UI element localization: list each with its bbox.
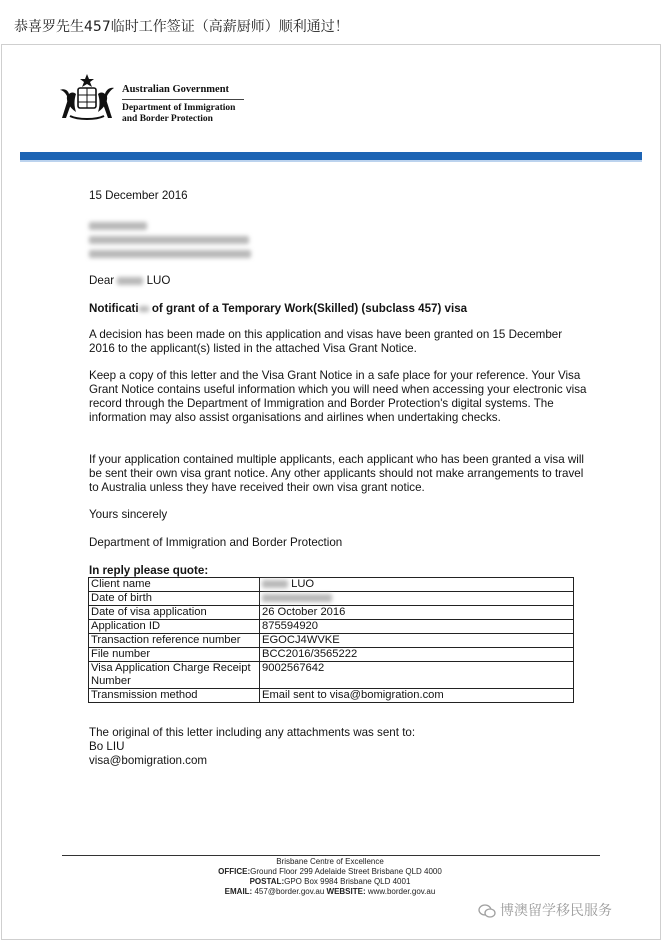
row-value (260, 578, 574, 592)
row-label: Application ID (89, 620, 260, 634)
table-row (89, 648, 574, 662)
table-row (89, 592, 574, 606)
redacted-address-line-2 (89, 233, 249, 247)
client-surname: LUO (291, 578, 315, 590)
table-row (89, 634, 574, 648)
wechat-icon (478, 904, 496, 918)
watermark-text: 博澳留学移民服务 (500, 903, 612, 919)
salutation-prefix: Dear (89, 274, 115, 287)
office-address: Ground Floor 299 Adelaide Street Brisbane QLD 4000 (250, 867, 442, 876)
table-row (89, 689, 574, 703)
letter-subject (89, 302, 467, 316)
watermark (478, 900, 612, 920)
table-row (89, 606, 574, 620)
subject-part-1: Notificati (89, 302, 139, 315)
table-row (89, 662, 574, 689)
row-label: Date of birth (89, 592, 260, 606)
row-value (260, 592, 574, 606)
department-line-1: Department of Immigration (122, 103, 236, 113)
footer-office (130, 867, 530, 877)
row-value: BCC2016/3565222 (260, 648, 574, 662)
header-blue-bar-shadow (20, 160, 642, 162)
office-label: OFFICE: (218, 867, 251, 876)
signature: Department of Immigration and Border Protection (89, 536, 343, 549)
footer-rule (62, 855, 600, 856)
email-label: EMAIL: (224, 887, 253, 896)
row-value: 26 October 2016 (260, 606, 574, 620)
coat-of-arms-icon (56, 72, 118, 124)
row-label: File number (89, 648, 260, 662)
row-label: Transmission method (89, 689, 260, 703)
row-value: EGOCJ4WVKE (260, 634, 574, 648)
quote-heading: In reply please quote: (89, 564, 209, 577)
reference-table (88, 577, 574, 703)
header-blue-bar (20, 152, 642, 160)
sent-to-name: Bo LIU (89, 740, 125, 753)
redacted-address-line-3 (89, 247, 251, 261)
row-value: 9002567642 (260, 662, 574, 689)
footer-contact (130, 887, 530, 897)
row-label: Transaction reference number (89, 634, 260, 648)
footer-website: www.border.gov.au (367, 887, 436, 896)
footer-postal (130, 877, 530, 887)
post-headline: 恭喜罗先生457临时工作签证（高薪厨师）顺利通过！ (14, 19, 349, 35)
table-row (89, 578, 574, 592)
letter-date: 15 December 2016 (89, 189, 188, 202)
closing: Yours sincerely (89, 508, 168, 521)
footer-centre: Brisbane Centre of Excellence (276, 857, 384, 866)
postal-label: POSTAL: (249, 877, 285, 886)
sent-to-intro: The original of this letter including any attachments was sent to: (89, 726, 416, 739)
table-row (89, 620, 574, 634)
row-value: 875594920 (260, 620, 574, 634)
paragraph-1: A decision has been made on this application and visas have been granted on 15 December 2016 to the applicant(s) listed in the attached Visa Grant Notice. (89, 328, 563, 355)
paragraph-2: Keep a copy of this letter and the Visa Grant Notice in a safe place for your reference. Your Visa Grant Notice contains useful information which you will need when accessing your electronic visa record through the Department of Immigration and Border Protection's digital systems. The information may also assist organisations and airlines when undertaking checks. (89, 369, 587, 424)
website-label: WEBSITE: (326, 887, 366, 896)
redacted-given-name (117, 277, 143, 285)
row-label: Client name (89, 578, 260, 592)
redacted-address-line-1 (89, 219, 147, 233)
paragraph-3: If your application contained multiple applicants, each applicant who has been granted a visa will be sent their own visa grant notice. Any other applicants should not make arrangements to travel to Australia unless they have received their own visa grant notice. (89, 453, 584, 494)
redacted-mark (139, 306, 149, 312)
row-label: Visa Application Charge Receipt Number (89, 662, 260, 689)
sent-to-email: visa@bomigration.com (89, 754, 208, 767)
postal-address: GPO Box 9984 Brisbane QLD 4001 (284, 877, 411, 886)
salutation (89, 274, 170, 288)
redacted-date-of-birth (262, 594, 332, 602)
row-label: Date of visa application (89, 606, 260, 620)
row-value: Email sent to visa@bomigration.com (260, 689, 574, 703)
department-line-2: and Border Protection (122, 114, 213, 124)
letterhead-rule (122, 99, 244, 100)
footer-email: 457@border.gov.au (254, 887, 325, 896)
redacted-given-name (262, 580, 288, 588)
salutation-surname: LUO (146, 274, 171, 287)
subject-part-2: of grant of a Temporary Work(Skilled) (subclass 457) visa (151, 302, 468, 315)
government-name: Australian Government (122, 84, 230, 95)
government-letterhead (122, 84, 244, 125)
